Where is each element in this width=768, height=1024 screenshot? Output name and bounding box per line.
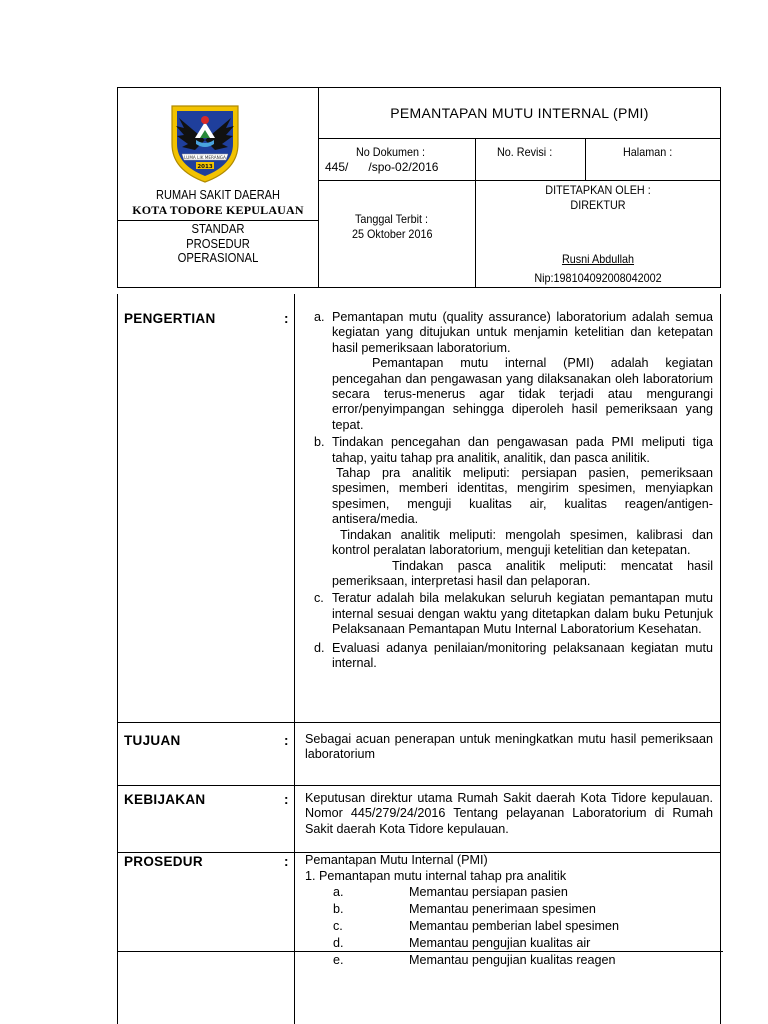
- prosedur-item-text: Memantau pemberian label spesimen: [409, 919, 620, 933]
- prosedur-item-letter: d.: [333, 936, 344, 950]
- item-c-marker: c.: [314, 591, 324, 606]
- tujuan-text: Sebagai acuan penerapan untuk meningkatkan mutu hasil pemeriksaan laboratorium: [305, 732, 713, 762]
- pengertian-b-paragraph-4: Tindakan pasca analitik meliputi: mencatat hasil pemeriksaan, interpretasi hasil dan pelaporan.: [332, 558, 713, 588]
- document-title: PEMANTAPAN MUTU INTERNAL (PMI): [390, 105, 649, 121]
- hospital-logo: [162, 98, 248, 184]
- halaman-label: Halaman :: [623, 145, 673, 159]
- prosedur-item: [305, 935, 715, 952]
- prosedur-item-text: Memantau pengujian kualitas reagen: [409, 953, 616, 967]
- header-sop-divider: [117, 220, 319, 221]
- pengertian-item-a: [314, 310, 713, 433]
- pengertian-item-b: [314, 435, 713, 589]
- tanggal-terbit-label: Tanggal Terbit :: [355, 212, 429, 226]
- row-divider-tujuan: [117, 785, 721, 786]
- direktur-label: DIREKTUR: [570, 198, 626, 212]
- prosedur-item: [305, 952, 715, 969]
- no-revisi-label: No. Revisi :: [497, 145, 553, 159]
- pengertian-content: [314, 310, 713, 671]
- item-a-marker: a.: [314, 310, 325, 324]
- signer-nip: Nip:198104092008042002: [534, 271, 662, 285]
- sop-label: [128, 222, 308, 266]
- pengertian-label: PENGERTIAN: [124, 311, 216, 326]
- row-divider-pengertian: [117, 722, 721, 723]
- item-d-marker: d.: [314, 640, 325, 655]
- tujuan-colon: :: [284, 733, 289, 748]
- pengertian-b-paragraph-1: Tindakan pencegahan dan pengawasan pada PMI meliputi tiga tahap, yaitu tahap pra analitik, analitik, dan pasca anilitik.: [332, 435, 713, 465]
- sop-line-standar: STANDAR: [191, 222, 245, 236]
- header-bottom-border: [117, 287, 721, 288]
- prosedur-item: [305, 918, 715, 935]
- pengertian-c-paragraph-1: Teratur adalah bila melakukan seluruh kegiatan pemantapan mutu internal sesuai dengan waktu yang ditetapkan dalam buku Petunjuk Pelaksanaan Pemantapan Mutu Internal Laboratorium Kesehatan.: [332, 591, 713, 637]
- ditetapkan-label: DITETAPKAN OLEH :: [545, 183, 651, 197]
- pengertian-b-paragraph-3: Tindakan analitik meliputi: mengolah spesimen, kalibrasi dan kontrol peralatan laboratorium, menguji ketelitian dan ketepatan.: [332, 527, 713, 558]
- header-left-border: [117, 87, 118, 288]
- hospital-name-line2: KOTA TODORE KEPULAUAN: [132, 203, 304, 217]
- prosedur-item-text: Memantau penerimaan spesimen: [409, 902, 596, 916]
- sop-line-operasional: OPERASIONAL: [177, 251, 259, 265]
- header-doc-row-divider: [318, 180, 721, 181]
- kebijakan-colon: :: [284, 792, 289, 807]
- svg-text:2013: 2013: [197, 164, 213, 170]
- prosedur-intro: Pemantapan Mutu Internal (PMI): [305, 853, 488, 867]
- header-halaman-divider: [585, 138, 586, 181]
- sop-line-prosedur: PROSEDUR: [186, 236, 250, 251]
- prosedur-item-text: Memantau persiapan pasien: [409, 885, 568, 899]
- prosedur-item-letter: e.: [333, 953, 344, 967]
- no-dokumen-value: 445/ /spo-02/2016: [325, 160, 439, 174]
- header-top-border: [117, 87, 721, 88]
- tanggal-terbit-value: 25 Oktober 2016: [352, 227, 433, 241]
- prosedur-item: [305, 901, 715, 918]
- eagle-shield-emblem-icon: [162, 98, 248, 184]
- item-b-marker: b.: [314, 435, 325, 450]
- signer-name: Rusni Abdullah: [561, 252, 635, 266]
- tujuan-label: TUJUAN: [124, 733, 181, 748]
- pengertian-item-c: [314, 591, 713, 637]
- pengertian-a-paragraph-1: Pemantapan mutu (quality assurance) laboratorium adalah semua kegiatan yang ditujukan untuk menjamin ketelitian dan ketepatan hasil pemeriksaan laboratorium.: [332, 310, 713, 355]
- header-right-border: [720, 87, 721, 288]
- prosedur-item-letter: b.: [333, 902, 344, 916]
- pengertian-a-paragraph-2: Pemantapan mutu internal (PMI) adalah kegiatan pencegahan dan pengawasan yang dilaksanakan oleh laboratorium secara terus-menerus agar tidak terjadi atau mengurangi error/penyimpangan sehingga diperoleh hasil pemeriksaan yang tepat.: [332, 356, 713, 432]
- prosedur-content: [305, 852, 715, 969]
- prosedur-item-letter: a.: [333, 885, 344, 899]
- hospital-name-line1: RUMAH SAKIT DAERAH: [156, 188, 280, 202]
- prosedur-step-1: 1. Pemantapan mutu internal tahap pra analitik: [305, 869, 567, 883]
- prosedur-label: PROSEDUR: [124, 854, 203, 869]
- pengertian-colon: :: [284, 311, 289, 326]
- prosedur-item-text: Memantau pengujian kualitas air: [409, 936, 591, 950]
- prosedur-item-letter: c.: [333, 919, 343, 933]
- body-middle-border: [294, 294, 295, 1024]
- header-title-divider: [318, 138, 721, 139]
- pengertian-item-d: [314, 641, 713, 672]
- no-dokumen-label: No Dokumen :: [356, 145, 426, 159]
- kebijakan-label: KEBIJAKAN: [124, 792, 206, 807]
- prosedur-item: [305, 884, 715, 901]
- prosedur-colon: :: [284, 854, 289, 869]
- kebijakan-text: Keputusan direktur utama Rumah Sakit daerah Kota Tidore kepulauan. Nomor 445/279/24/2016 Tentang pelayanan Laboratorium di Rumah Sakit daerah Kota Tidore kepulauan.: [305, 791, 713, 836]
- svg-text:LUMA LIK MERANGA: LUMA LIK MERANGA: [184, 155, 226, 160]
- pengertian-b-paragraph-2: Tahap pra analitik meliputi: persiapan pasien, pemeriksaan spesimen, memberi identitas, mengirim spesimen, menyiapkan spesimen, menguji kualitas air, kualitas reagen/antigen-antisera/media.: [332, 466, 713, 527]
- body-right-border: [720, 294, 721, 1024]
- pengertian-d-paragraph-1: Evaluasi adanya penilaian/monitoring pelaksanaan kegiatan mutu internal.: [332, 640, 713, 670]
- body-left-border: [117, 294, 118, 1024]
- header-revisi-divider: [475, 138, 476, 288]
